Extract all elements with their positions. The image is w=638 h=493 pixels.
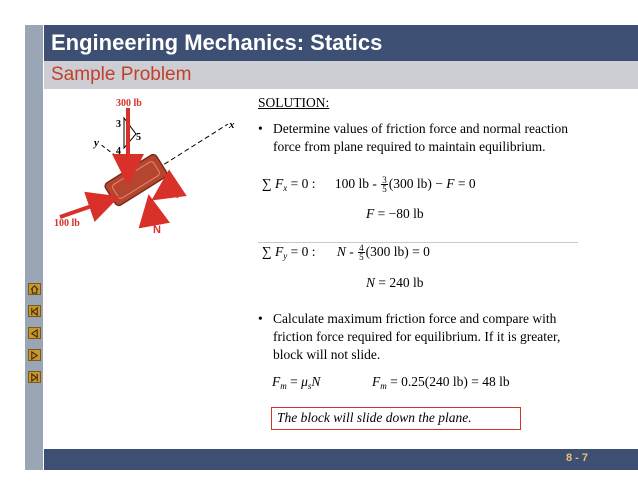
force-100lb xyxy=(60,199,112,217)
equation-N-value: N = 240 lb xyxy=(366,275,424,290)
bullet-1 xyxy=(258,120,578,156)
block xyxy=(104,153,169,207)
page-title: Engineering Mechanics: Statics xyxy=(44,25,638,61)
bullet-2 xyxy=(258,310,578,364)
bullet-dot: • xyxy=(258,311,263,326)
load-300-label: 300 lb xyxy=(116,98,142,109)
home-button[interactable] xyxy=(28,283,41,295)
bullet-2-text: Calculate maximum friction force and compare with friction force required for equilibrium. If it is greater, block will not slide. xyxy=(273,311,561,362)
force-N-label: N xyxy=(153,224,161,236)
page-subtitle: Sample Problem xyxy=(44,61,638,89)
equation-F-value: F = −80 lb xyxy=(366,206,424,221)
footer-bar xyxy=(44,449,638,470)
next-slide-button[interactable] xyxy=(28,349,41,361)
ratio-4-label: 4 xyxy=(116,146,121,157)
divider xyxy=(258,242,578,243)
first-icon xyxy=(30,307,39,316)
force-F xyxy=(158,184,176,196)
force-F-label: F xyxy=(176,189,183,201)
bullet-1-text: Determine values of friction force and normal reaction force from plane required to maintain equilibrium. xyxy=(273,121,568,154)
equation-sum-fx: ∑ $F_x = 0$ : 100 lb - $\frac{3}{5}$ (300 lb) − F = 0 xyxy=(262,175,476,195)
solution-heading: SOLUTION: xyxy=(258,95,330,110)
equation-sum-fy: ∑ $F_y = 0$ : N - $\frac{4}{5}$ (300 lb) = 0 xyxy=(262,243,430,263)
free-body-diagram xyxy=(50,92,250,237)
force-N xyxy=(150,202,154,224)
last-slide-button[interactable] xyxy=(28,371,41,383)
conclusion-box: The block will slide down the plane. xyxy=(271,407,521,430)
axis-y-label: y xyxy=(94,137,99,149)
bullet-dot: • xyxy=(258,121,263,136)
home-icon xyxy=(30,285,39,294)
page-number: 8 - 7 xyxy=(565,452,588,464)
last-icon xyxy=(30,373,39,382)
axis-x-label: x xyxy=(229,119,235,131)
arrow-left-icon xyxy=(30,329,39,338)
equation-fm-value: $F_m = 0.25(240$ lb) = 48 lb xyxy=(372,374,510,391)
first-slide-button[interactable] xyxy=(28,305,41,317)
left-band xyxy=(25,25,43,470)
ratio-3-label: 3 xyxy=(116,119,121,130)
load-100-label: 100 lb xyxy=(54,218,80,229)
equation-fm-def: $F_m = \mu_sN$ xyxy=(272,374,321,391)
previous-slide-button[interactable] xyxy=(28,327,41,339)
arrow-right-icon xyxy=(30,351,39,360)
ratio-5-label: 5 xyxy=(136,132,141,143)
